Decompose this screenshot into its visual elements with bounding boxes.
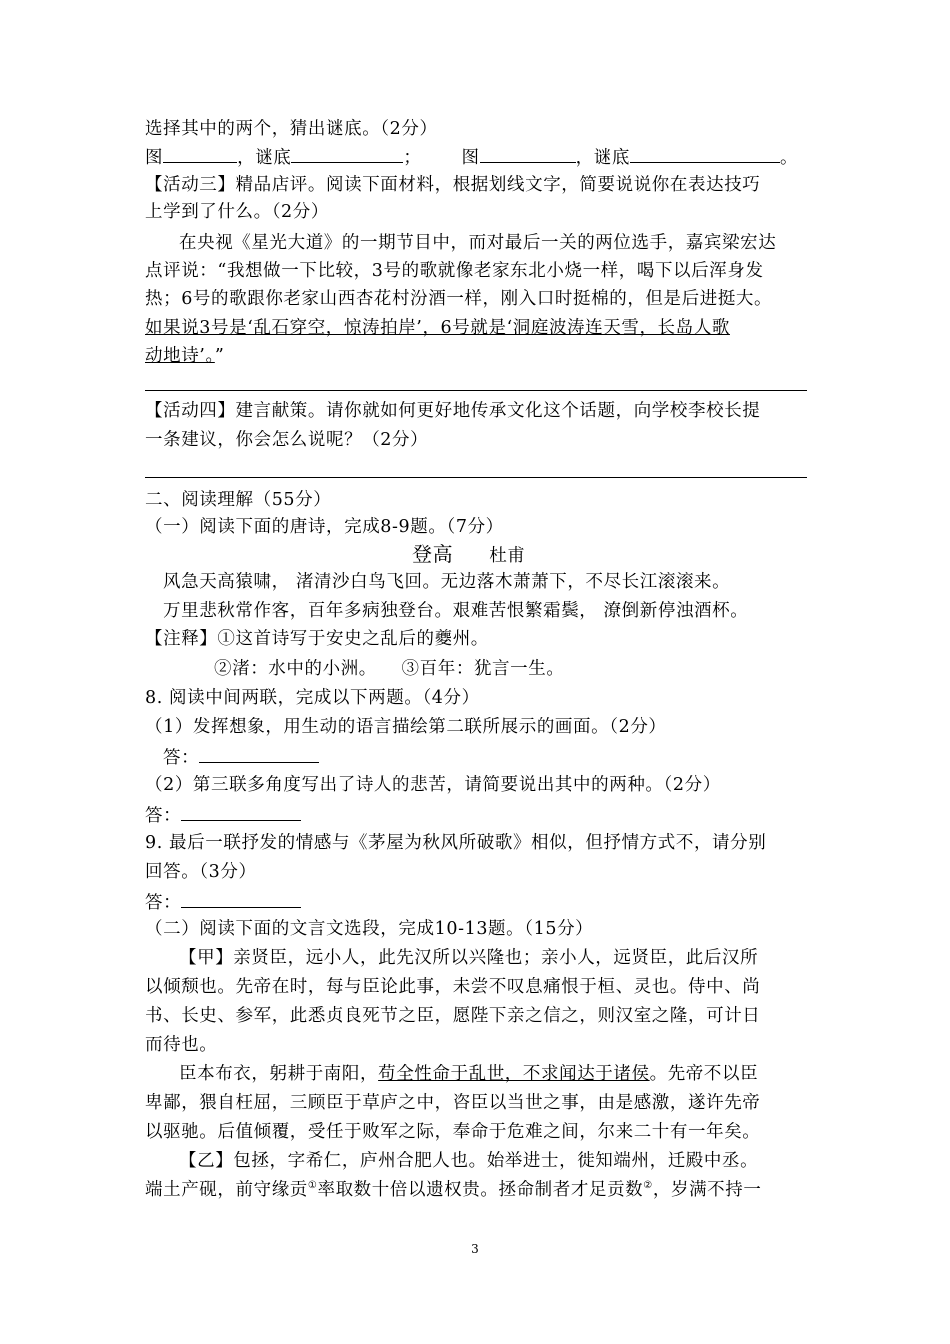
riddle-ans2-label: ，谜底	[575, 148, 630, 168]
riddle-pic2-label: 图	[461, 148, 480, 168]
passage-jia-line5-end: 。先帝不以臣	[649, 1064, 759, 1084]
passage-jia-line6: 卑鄙，猥自枉屈，三顾臣于草庐之中，咨臣以当世之事，由是感激，遂许先帝	[145, 1093, 761, 1113]
passage-yi-line2	[145, 1179, 761, 1201]
poem-note1: 【注释】①这首诗写于安史之乱后的夔州。	[145, 629, 489, 649]
answer-8-2-line	[145, 803, 301, 827]
activity3-underlined-line2: 动地诗’。	[145, 346, 215, 366]
poem-note2: ②渚：水中的小洲。 ③百年：犹言一生。	[214, 659, 565, 679]
passage-jia-line2: 以倾颓也。先帝在时，每与臣论此事，未尝不叹息痛恨于桓、灵也。侍中、尚	[145, 977, 761, 997]
answer-8-1-line	[163, 745, 319, 769]
answer-8-1-label: 答：	[163, 748, 200, 768]
question-8-1: （1）发挥想象，用生动的语言描绘第二联所展示的画面。（2分）	[145, 717, 667, 737]
passage-yi-line2-a: 端土产砚，前守缘贡	[145, 1180, 308, 1200]
activity3-prompt-line1: 【活动三】精品店评。阅读下面材料，根据划线文字，简要说说你在表达技巧	[145, 175, 761, 195]
passage-yi-line1: 【乙】包拯，字希仁，庐州合肥人也。始举进士，徙知端州，迁殿中丞。	[179, 1151, 759, 1171]
activity3-material-line2: 点评说：“我想做一下比较，3号的歌就像老家东北小烧一样，喝下以后浑身发	[145, 261, 764, 281]
answer-8-2-label: 答：	[145, 806, 182, 826]
riddle-fill-line	[145, 145, 798, 169]
passage-jia-underlined: 苟全性命于乱世，不求闻达于诸侯	[378, 1064, 650, 1084]
passage-jia-line5-start: 臣本布衣，躬耕于南阳，	[179, 1064, 379, 1084]
answer-8-2-blank[interactable]	[181, 803, 301, 821]
riddle-pic1-blank[interactable]	[163, 145, 237, 163]
poem-author: 杜甫	[489, 546, 526, 566]
question-8-2: （2）第三联多角度写出了诗人的悲苦，请简要说出其中的两种。（2分）	[145, 775, 721, 795]
activity3-material-line5	[145, 345, 224, 367]
poem-title: 登高	[412, 542, 454, 566]
riddle-end: 。	[779, 148, 799, 168]
activity2-instruction: 选择其中的两个，猜出谜底。（2分）	[145, 119, 438, 139]
question-9-line2: 回答。（3分）	[145, 862, 257, 882]
passage-jia-line1: 【甲】亲贤臣，远小人，此先汉所以兴隆也；亲小人，远贤臣，此后汉所	[179, 948, 759, 968]
activity4-prompt-line2: 一条建议，你会怎么说呢？（2分）	[145, 430, 429, 450]
answer-9-label: 答：	[145, 893, 182, 913]
page-number: 3	[471, 1242, 479, 1256]
question-9-line1: 9. 最后一联抒发的情感与《茅屋为秋风所破歌》相似，但抒情方式不，请分别	[145, 833, 767, 853]
part2-heading: （二）阅读下面的文言文选段，完成10-13题。（15分）	[145, 919, 594, 939]
riddle-ans2-blank[interactable]	[630, 145, 780, 163]
passage-jia-line4: 而待也。	[145, 1035, 218, 1055]
answer-9-line	[145, 890, 301, 914]
activity4-answer-line[interactable]	[145, 477, 807, 478]
activity3-prompt-line2: 上学到了什么。（2分）	[145, 202, 329, 222]
footnote-mark-2: ②	[643, 1180, 653, 1192]
activity3-quote-close: ”	[214, 346, 225, 366]
riddle-separator: ；	[403, 148, 422, 168]
activity4-prompt-line1: 【活动四】建言献策。请你就如何更好地传承文化这个话题，向学校李校长提	[145, 401, 761, 421]
passage-jia-line5	[179, 1063, 758, 1085]
question-8: 8. 阅读中间两联，完成以下两题。（4分）	[145, 688, 480, 708]
answer-9-blank[interactable]	[181, 890, 301, 908]
riddle-ans1-label: ，谜底	[237, 148, 292, 168]
part1-heading: （一）阅读下面的唐诗，完成8-9题。（7分）	[145, 517, 504, 537]
poem-line1: 风急天高猿啸， 渚清沙白鸟飞回。无边落木萧萧下，不尽长江滚滚来。	[163, 572, 731, 592]
riddle-pic2-blank[interactable]	[480, 145, 576, 163]
passage-jia-line7: 以驱驰。后值倾覆，受任于败军之际，奉命于危难之间，尔来二十有一年矣。	[145, 1122, 761, 1142]
riddle-ans1-blank[interactable]	[291, 145, 403, 163]
activity3-answer-line[interactable]	[145, 390, 807, 391]
answer-8-1-blank[interactable]	[199, 745, 319, 763]
footnote-mark-1: ①	[307, 1180, 318, 1192]
passage-yi-line2-c: ，岁满不持一	[652, 1180, 762, 1200]
activity3-underlined-line1: 如果说3号是‘乱石穿空，惊涛拍岸’，6号就是‘洞庭波涛连天雪，长岛人歌	[145, 318, 730, 338]
riddle-pic1-label: 图	[145, 148, 164, 168]
passage-yi-line2-b: 率取数十倍以遗权贵。拯命制者才足贡数	[317, 1180, 644, 1200]
poem-line2: 万里悲秋常作客，百年多病独登台。艰难苦恨繁霜鬓， 潦倒新停浊酒杯。	[163, 601, 749, 621]
activity3-material-line1: 在央视《星光大道》的一期节目中，而对最后一关的两位选手，嘉宾梁宏达	[179, 233, 777, 253]
poem-title-line	[412, 543, 525, 567]
passage-jia-line3: 书、长史、参军，此悉贞良死节之臣，愿陛下亲之信之，则汉室之隆，可计日	[145, 1006, 761, 1026]
activity3-material-line3: 热；6号的歌跟你老家山西杏花村汾酒一样，刚入口时挺棉的，但是后进挺大。	[145, 289, 773, 309]
section-heading: 二、阅读理解（55分）	[145, 490, 332, 510]
